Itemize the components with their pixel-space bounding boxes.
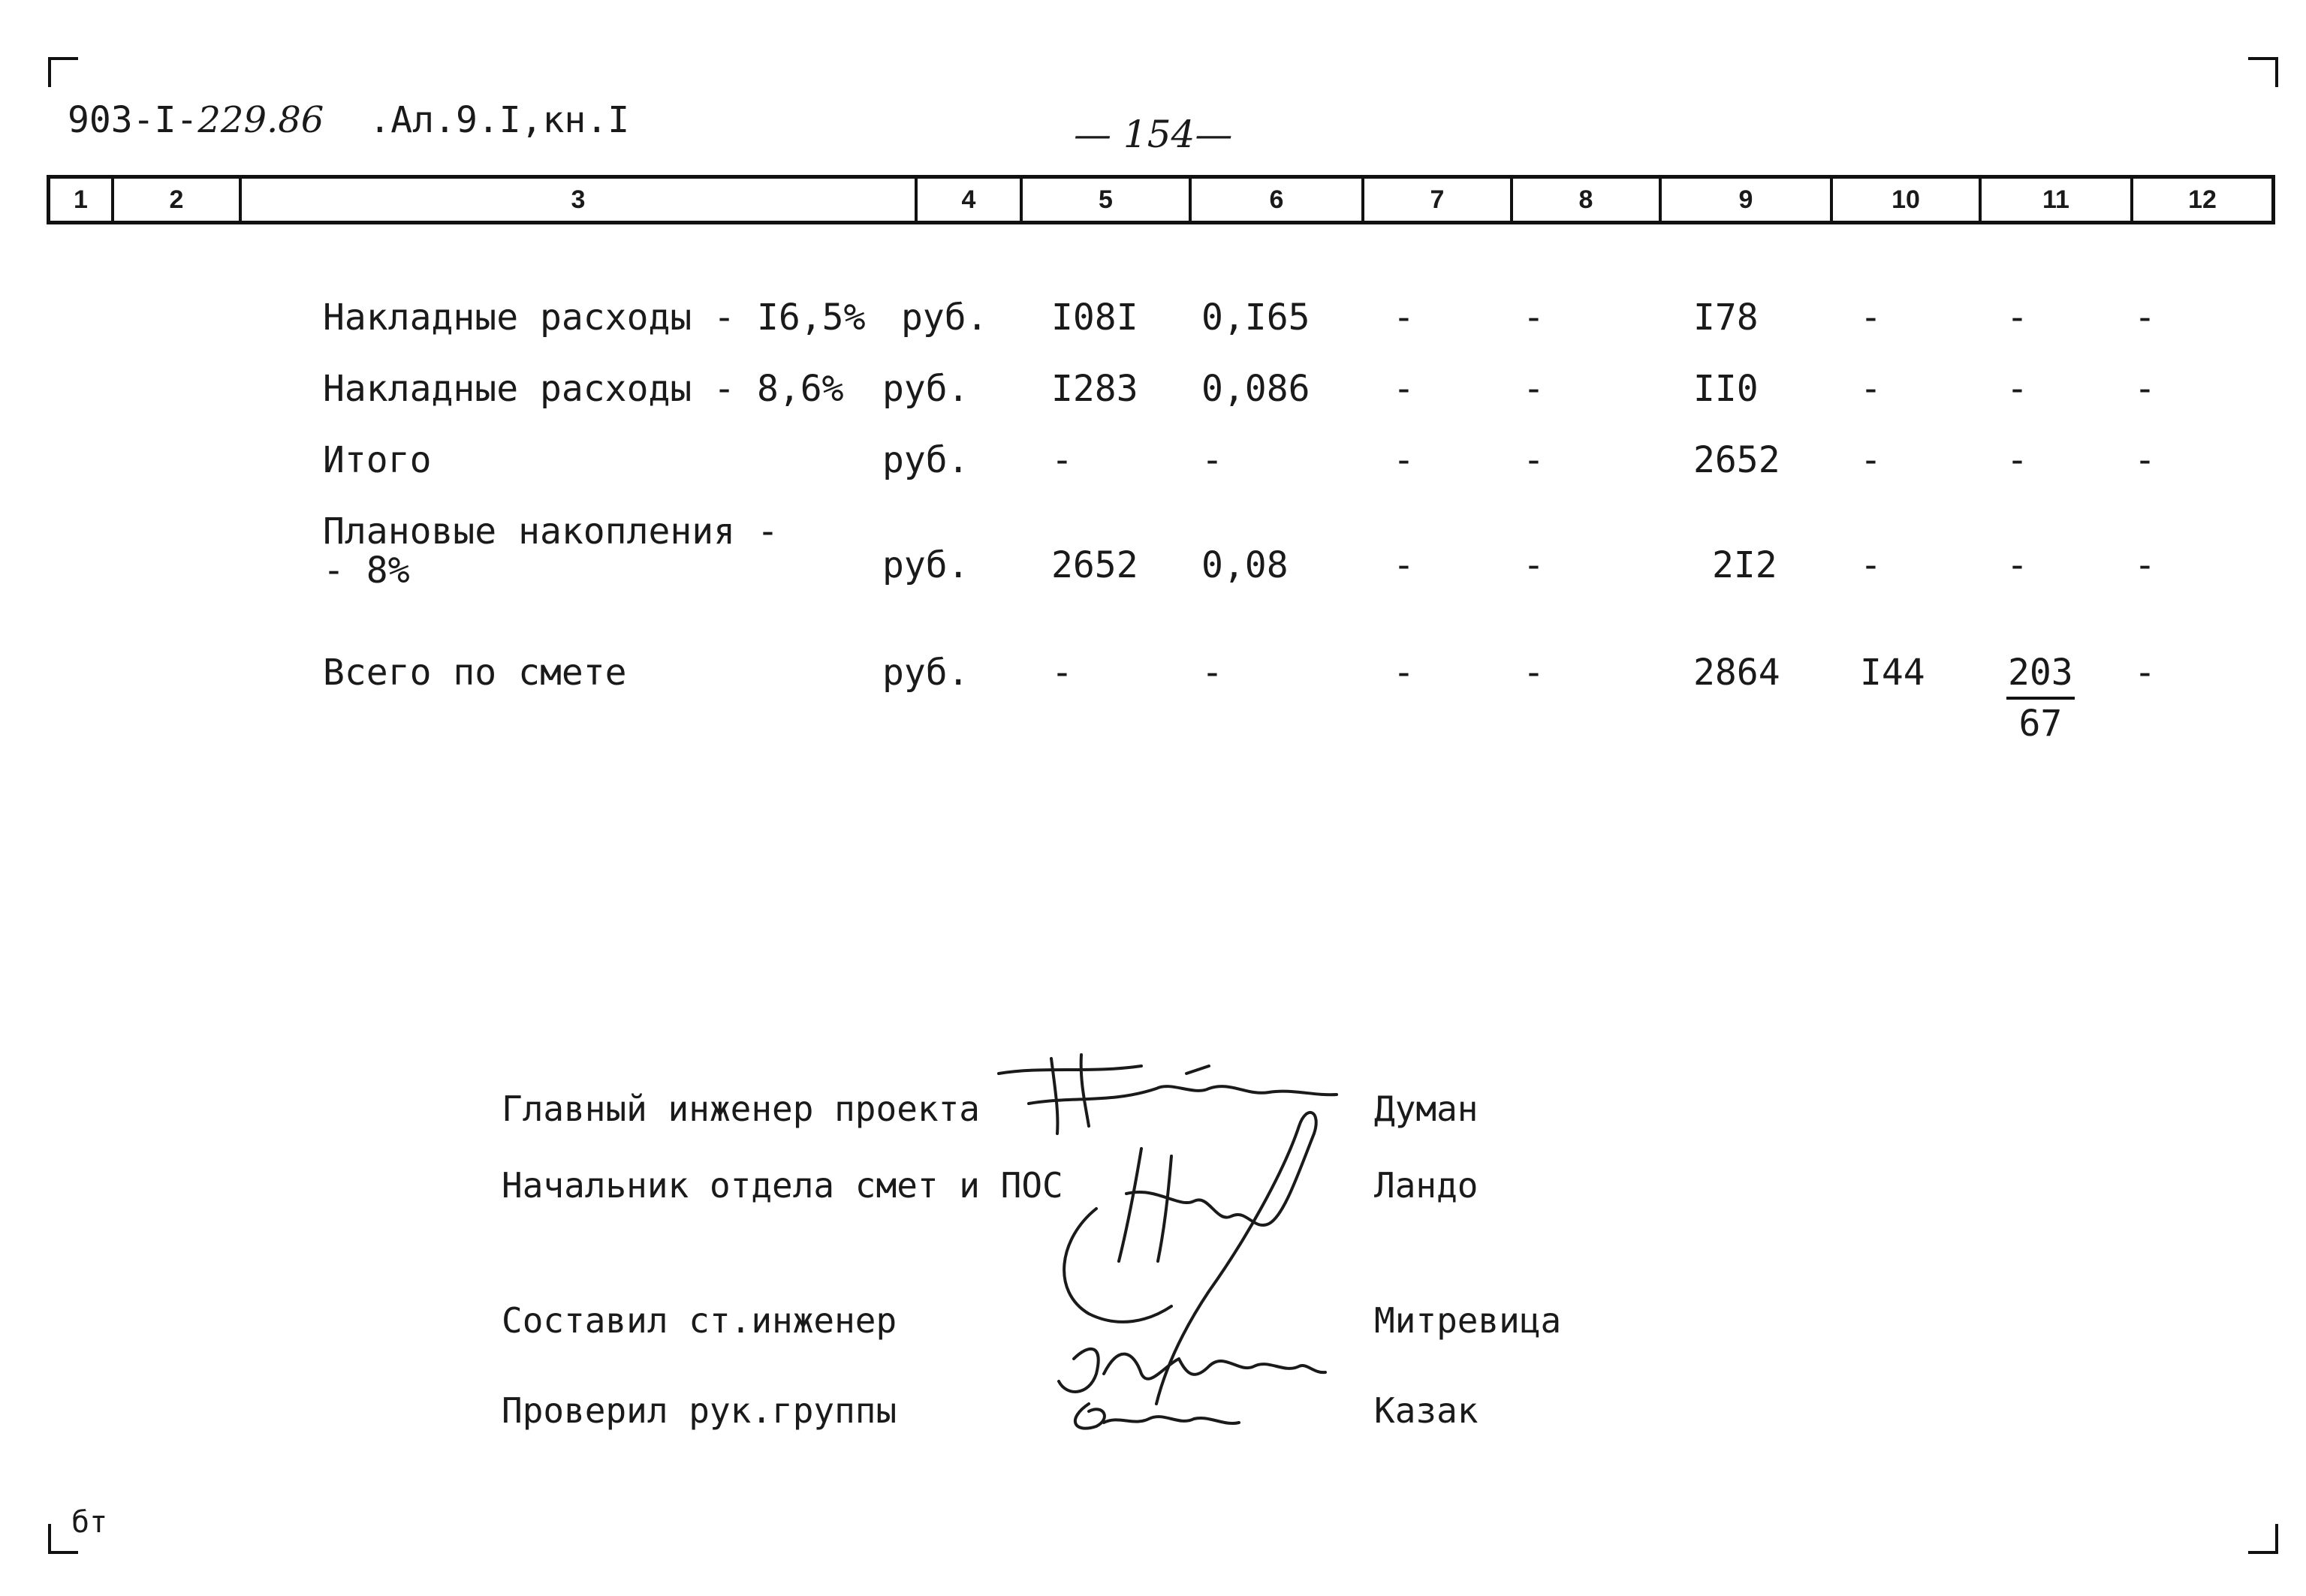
cell-col11: - bbox=[2006, 368, 2028, 410]
cell-col11: - bbox=[2006, 297, 2028, 339]
cell-col10: - bbox=[1860, 368, 1882, 410]
cell-col8: - bbox=[1523, 439, 1545, 481]
page-number: — 154— bbox=[1074, 113, 1233, 156]
row-name: Накладные расходы - I6,5% bbox=[323, 297, 866, 339]
row-name: Накладные расходы - 8,6% bbox=[323, 368, 844, 410]
row-name-line1: Плановые накопления - bbox=[323, 510, 779, 553]
cell-col8: - bbox=[1523, 652, 1545, 694]
cell-col12: - bbox=[2134, 652, 2156, 694]
cell-col10: - bbox=[1860, 439, 1882, 481]
handwritten-signature bbox=[984, 1043, 1374, 1464]
cell-col6: 0,I65 bbox=[1201, 297, 1310, 339]
column-number: 9 bbox=[1662, 179, 1833, 221]
cell-col5: - bbox=[1051, 652, 1073, 694]
cell-col9: 2652 bbox=[1693, 439, 1780, 481]
column-number: 1 bbox=[50, 179, 114, 221]
cell-col6: 0,086 bbox=[1201, 368, 1310, 410]
column-number: 7 bbox=[1364, 179, 1513, 221]
cell-col9: II0 bbox=[1693, 368, 1759, 410]
cell-col8: - bbox=[1523, 368, 1545, 410]
cell-col7: - bbox=[1393, 297, 1415, 339]
column-number: 5 bbox=[1023, 179, 1192, 221]
row-unit: руб. bbox=[882, 439, 969, 481]
cell-col12: - bbox=[2134, 439, 2156, 481]
cell-col5: I08I bbox=[1051, 297, 1138, 339]
cell-col5: I283 bbox=[1051, 368, 1138, 410]
cell-col5: - bbox=[1051, 439, 1073, 481]
doc-prefix: 903-I- bbox=[68, 99, 198, 141]
column-number: 4 bbox=[918, 179, 1023, 221]
doc-suffix: .Ал.9.I,кн.I bbox=[369, 99, 630, 141]
cell-col6: - bbox=[1201, 439, 1223, 481]
signature-name: Казак bbox=[1374, 1390, 1479, 1431]
row-name-line2: - 8% bbox=[323, 550, 410, 592]
signature-name: Митревица bbox=[1374, 1300, 1562, 1341]
cell-col5: 2652 bbox=[1051, 544, 1138, 586]
cell-col12: - bbox=[2134, 544, 2156, 586]
cell-col12: - bbox=[2134, 368, 2156, 410]
cell-col7: - bbox=[1393, 368, 1415, 410]
document-code bbox=[68, 99, 629, 141]
signature-role: Начальник отдела смет и ПОС bbox=[502, 1165, 1063, 1206]
column-number: 6 bbox=[1192, 179, 1364, 221]
cell-col7: - bbox=[1393, 544, 1415, 586]
row-unit: руб. bbox=[882, 368, 969, 410]
cell-col6: 0,08 bbox=[1201, 544, 1289, 586]
column-number-bar bbox=[47, 175, 2275, 224]
signature-role: Составил ст.инженер bbox=[502, 1300, 897, 1341]
corner-mark-top-right bbox=[2248, 57, 2278, 87]
cell-col8: - bbox=[1523, 297, 1545, 339]
cell-col10: - bbox=[1860, 297, 1882, 339]
column-number: 3 bbox=[242, 179, 918, 221]
column-number: 12 bbox=[2188, 185, 2217, 214]
row-name: Всего по смете bbox=[323, 652, 627, 694]
signature-role: Проверил рук.группы bbox=[502, 1390, 897, 1431]
signature-role: Главный инженер проекта bbox=[502, 1089, 980, 1129]
cell-col10: - bbox=[1860, 544, 1882, 586]
signature-name: Думан bbox=[1374, 1089, 1479, 1129]
cell-col7: - bbox=[1393, 439, 1415, 481]
cell-col11-fraction bbox=[2006, 652, 2075, 745]
column-number: 8 bbox=[1513, 179, 1662, 221]
signature-name: Ландо bbox=[1374, 1165, 1479, 1206]
row-unit: руб. bbox=[882, 652, 969, 694]
cell-col11: - bbox=[2006, 544, 2028, 586]
cell-col9: 2864 bbox=[1693, 652, 1780, 694]
column-number: 10 bbox=[1833, 179, 1982, 221]
cell-col7: - bbox=[1393, 652, 1415, 694]
cell-col10: I44 bbox=[1860, 652, 1925, 694]
row-name: Итого bbox=[323, 439, 432, 481]
cell-col12: - bbox=[2134, 297, 2156, 339]
cell-col9: 2I2 bbox=[1712, 544, 1777, 586]
row-unit: руб. bbox=[882, 544, 969, 586]
column-number: 2 bbox=[114, 179, 242, 221]
fraction-denominator: 67 bbox=[2018, 703, 2063, 745]
row-unit: руб. bbox=[901, 297, 988, 339]
cell-col11: - bbox=[2006, 439, 2028, 481]
corner-mark-top-left bbox=[48, 57, 78, 87]
corner-mark-bottom-right bbox=[2248, 1524, 2278, 1554]
column-number: 11 bbox=[1982, 179, 2133, 221]
cell-col8: - bbox=[1523, 544, 1545, 586]
cell-col9: I78 bbox=[1693, 297, 1759, 339]
fraction-numerator: 203 bbox=[2006, 652, 2075, 700]
doc-number: 229.86 bbox=[197, 99, 324, 141]
footer-mark: бт bbox=[71, 1505, 108, 1540]
cell-col6: - bbox=[1201, 652, 1223, 694]
